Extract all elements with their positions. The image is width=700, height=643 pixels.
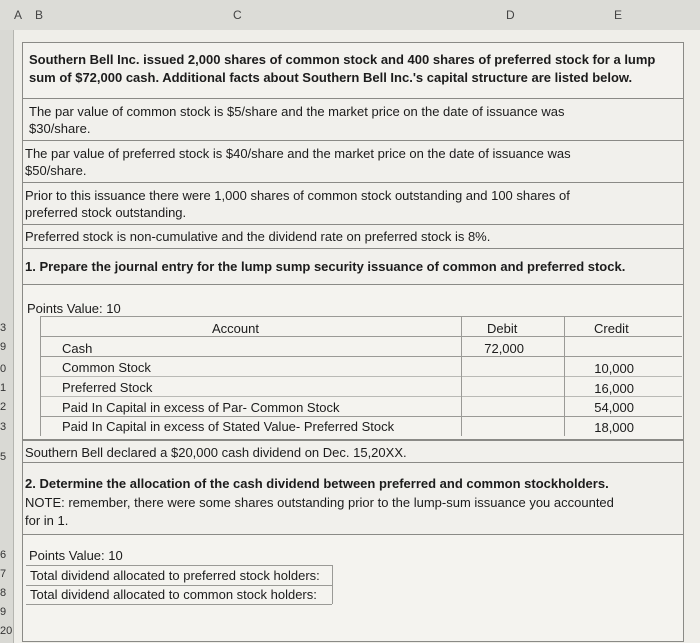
dividend-statement-cell[interactable] (22, 440, 684, 464)
row-number[interactable]: 9 (0, 606, 7, 618)
journal-account-apic-common[interactable]: Paid In Capital in excess of Par- Common Stock (62, 400, 340, 415)
allocation-row-border (26, 604, 332, 605)
journal-top-border (40, 316, 682, 317)
fact-1-line-2: $30/share. (29, 121, 91, 136)
column-header-d[interactable]: D (506, 8, 515, 22)
row-number[interactable]: 9 (0, 341, 7, 353)
row-number-gutter (0, 30, 14, 643)
journal-header-account: Account (212, 321, 259, 336)
question-2-cell[interactable] (22, 462, 684, 536)
intro-line-2: sum of $72,000 cash. Additional facts about Southern Bell Inc.'s capital structure are listed below. (29, 70, 633, 85)
question-1-cell[interactable] (22, 248, 684, 286)
fact-1-line-1: The par value of common stock is $5/share and the market price on the date of issuance was (29, 104, 565, 119)
journal-account-preferred-stock[interactable]: Preferred Stock (62, 380, 153, 395)
journal-column-divider (564, 316, 565, 436)
journal-header-border (40, 336, 682, 337)
journal-credit-common-stock[interactable]: 10,000 (594, 361, 634, 376)
journal-credit-apic-preferred[interactable]: 18,000 (594, 420, 634, 435)
column-header-c[interactable]: C (233, 8, 242, 22)
journal-account-common-stock[interactable]: Common Stock (62, 360, 151, 375)
fact-cell[interactable] (22, 140, 684, 184)
journal-debit-cash[interactable]: 72,000 (484, 341, 524, 356)
column-header-bar (0, 0, 700, 31)
row-number[interactable]: 3 (0, 322, 7, 334)
journal-row-border (40, 356, 682, 357)
journal-credit-apic-common[interactable]: 54,000 (594, 400, 634, 415)
journal-header-credit: Credit (594, 321, 629, 336)
column-header-a[interactable]: A (14, 8, 23, 22)
question-2-note-line-1: NOTE: remember, there were some shares outstanding prior to the lump-sum issuance you accounted (25, 495, 614, 510)
journal-account-apic-preferred[interactable]: Paid In Capital in excess of Stated Value- Preferred Stock (62, 419, 395, 434)
allocation-preferred-label[interactable]: Total dividend allocated to preferred stock holders: (30, 568, 320, 583)
allocation-common-label[interactable]: Total dividend allocated to common stock holders: (30, 587, 317, 602)
question-1-text: 1. Prepare the journal entry for the lump sump security issuance of common and preferred stock. (25, 259, 626, 274)
fact-3-line-1: Prior to this issuance there were 1,000 shares of common stock outstanding and 100 shares of (25, 188, 570, 203)
fact-cell[interactable] (22, 224, 684, 250)
row-number[interactable]: 0 (0, 363, 7, 375)
journal-account-cash[interactable]: Cash (62, 341, 93, 356)
fact-2-line-1: The par value of preferred stock is $40/share and the market price on the date of issuance was (25, 146, 571, 161)
fact-4-line-1: Preferred stock is non-cumulative and the dividend rate on preferred stock is 8%. (25, 229, 491, 244)
intro-line-1: Southern Bell Inc. issued 2,000 shares of common stock and 400 shares of preferred stock for a lump (29, 52, 656, 67)
fact-cell[interactable] (22, 182, 684, 226)
journal-header-debit: Debit (487, 321, 518, 336)
allocation-row-border (26, 565, 332, 566)
journal-credit-preferred-stock[interactable]: 16,000 (594, 381, 634, 396)
row-number[interactable]: 7 (0, 568, 7, 580)
question-2-title: 2. Determine the allocation of the cash dividend between preferred and common stockholders. (25, 476, 609, 491)
row-number[interactable]: 20 (0, 625, 13, 637)
row-number[interactable]: 2 (0, 401, 7, 413)
column-header-b[interactable]: B (35, 8, 44, 22)
column-header-e[interactable]: E (614, 8, 623, 22)
fact-3-line-2: preferred stock outstanding. (25, 205, 187, 220)
fact-cell[interactable] (22, 98, 684, 142)
points-value-1: Points Value: 10 (27, 301, 121, 316)
allocation-column-divider (332, 565, 333, 604)
journal-column-divider (461, 316, 462, 436)
question-2-note-line-2: for in 1. (25, 513, 69, 528)
intro-cell[interactable] (22, 42, 684, 100)
journal-column-divider (40, 316, 41, 436)
row-number[interactable]: 8 (0, 587, 7, 599)
fact-2-line-2: $50/share. (25, 163, 87, 178)
row-number[interactable]: 5 (0, 451, 7, 463)
points-value-2: Points Value: 10 (29, 548, 123, 563)
dividend-statement-text: Southern Bell declared a $20,000 cash dividend on Dec. 15,20XX. (25, 445, 407, 460)
row-number[interactable]: 6 (0, 549, 7, 561)
spreadsheet-area (14, 30, 700, 643)
row-number[interactable]: 1 (0, 382, 7, 394)
row-number[interactable]: 3 (0, 421, 7, 433)
